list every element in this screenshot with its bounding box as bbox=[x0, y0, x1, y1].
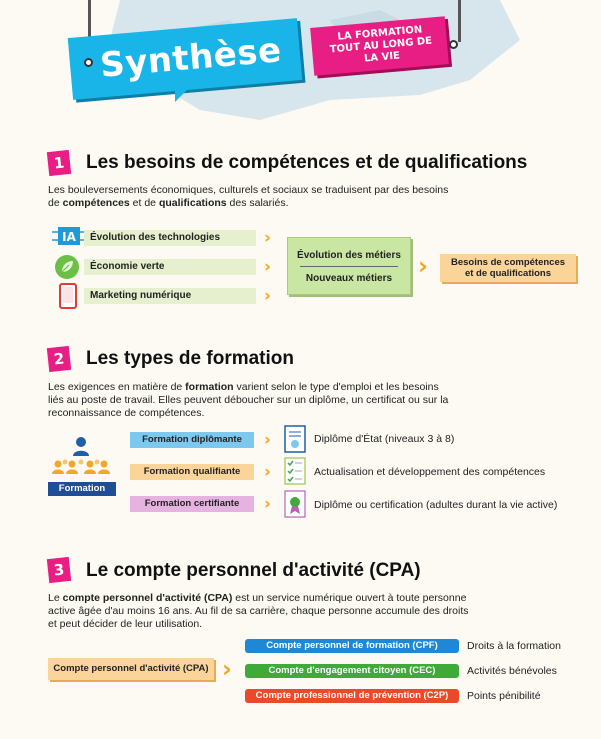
training-type-desc: Diplôme ou certification (adultes durant la vie active) bbox=[314, 499, 558, 511]
training-type-label: Formation qualifiante bbox=[143, 466, 241, 477]
intro-line-2: liés au poste de travail. Elles peuvent déboucher sur un diplôme, un certificat ou sur la bbox=[48, 394, 449, 406]
text-span: Le bbox=[48, 592, 63, 604]
item-label: Économie verte bbox=[90, 261, 165, 272]
bold-span: compte personnel d'activité (CPA) bbox=[62, 592, 233, 604]
account-cec: Compte d'engagement citoyen (CEC) bbox=[245, 664, 459, 678]
section-1-intro bbox=[48, 184, 468, 210]
chevron-right-icon: › bbox=[264, 286, 272, 306]
result-line-2: et de qualifications bbox=[464, 268, 552, 279]
banner-tail bbox=[175, 80, 197, 102]
section-3-title: Le compte personnel d'activité (CPA) bbox=[86, 560, 421, 581]
account-desc: Droits à la formation bbox=[467, 640, 561, 652]
text-span: des salariés. bbox=[226, 197, 289, 209]
bold-span: formation bbox=[185, 381, 234, 393]
intro-line-1: Les bouleversements économiques, culturels et sociaux se traduisent par des besoins bbox=[48, 184, 449, 196]
bold-span: compétences bbox=[62, 197, 130, 209]
ia-icon bbox=[52, 224, 80, 248]
banner-pole-right bbox=[458, 0, 461, 42]
jobs-evolution-label: Évolution des métiers bbox=[297, 250, 401, 261]
chevron-right-icon: › bbox=[264, 430, 272, 450]
intro-line-3: reconnaissance de compétences. bbox=[48, 407, 205, 419]
certificate-icon bbox=[284, 490, 306, 522]
account-desc: Points pénibilité bbox=[467, 690, 541, 702]
training-type-qualifying bbox=[130, 464, 254, 480]
section-3-intro bbox=[48, 592, 478, 631]
result-line-1: Besoins de compétences bbox=[450, 257, 566, 268]
intro-line-1 bbox=[48, 381, 468, 394]
people-group-icon bbox=[48, 436, 114, 484]
account-c2p: Compte professionnel de prévention (C2P) bbox=[245, 689, 459, 703]
item-technologies bbox=[84, 230, 256, 246]
training-type-diploma bbox=[130, 432, 254, 448]
chevron-right-icon: › bbox=[264, 462, 272, 482]
chevron-right-icon: › bbox=[264, 257, 272, 277]
section-3-number: 3 bbox=[47, 557, 71, 583]
intro-line-2: active âgée d'au moins 16 ans. Au fil de sa carrière, chaque personne accumule des droits bbox=[48, 605, 469, 617]
divider bbox=[300, 266, 398, 267]
section-2-title: Les types de formation bbox=[86, 348, 294, 369]
new-jobs-label: Nouveaux métiers bbox=[305, 273, 393, 284]
pin-dot-right bbox=[449, 40, 458, 49]
section-2-number: 2 bbox=[47, 346, 71, 372]
text-span: Les exigences en matière de bbox=[48, 381, 186, 393]
account-desc: Activités bénévoles bbox=[467, 665, 557, 677]
training-type-certifying bbox=[130, 496, 254, 512]
item-label: Évolution des technologies bbox=[90, 232, 221, 243]
diploma-icon bbox=[284, 425, 306, 457]
training-type-desc: Diplôme d'État (niveaux 3 à 8) bbox=[314, 433, 455, 445]
training-type-label: Formation diplômante bbox=[142, 434, 242, 445]
intro-line-2 bbox=[48, 197, 468, 210]
item-digital-marketing bbox=[84, 288, 256, 304]
formation-label: Formation bbox=[48, 482, 116, 496]
chevron-right-icon: › bbox=[222, 655, 232, 683]
training-type-desc: Actualisation et développement des compétences bbox=[314, 466, 546, 478]
account-cpf: Compte personnel de formation (CPF) bbox=[245, 639, 459, 653]
checklist-icon bbox=[284, 457, 306, 489]
text-span: est un service numérique ouvert à toute personne bbox=[232, 592, 467, 604]
item-label: Marketing numérique bbox=[90, 290, 192, 301]
subtitle-badge: LA FORMATION TOUT AU LONG DE LA VIE bbox=[329, 24, 433, 65]
text-span: de bbox=[48, 197, 63, 209]
leaf-icon bbox=[54, 254, 80, 284]
text-span: varient selon le type d'emploi et les besoins bbox=[233, 381, 439, 393]
tablet-icon bbox=[58, 283, 78, 313]
intro-line-3: et peut décider de leur utilisation. bbox=[48, 618, 203, 630]
chevron-right-icon: › bbox=[264, 228, 272, 248]
needs-result-box bbox=[440, 254, 576, 282]
chevron-right-icon: › bbox=[418, 252, 428, 280]
page-title: Synthèse bbox=[98, 30, 284, 86]
chevron-right-icon: › bbox=[264, 494, 272, 514]
training-type-label: Formation certifiante bbox=[144, 498, 240, 509]
section-2-intro bbox=[48, 381, 468, 420]
jobs-evolution-box bbox=[287, 237, 411, 295]
intro-line-1 bbox=[48, 592, 478, 605]
bold-span: qualifications bbox=[158, 197, 227, 209]
section-1-title: Les besoins de compétences et de qualifications bbox=[86, 152, 528, 173]
pin-dot-left bbox=[84, 58, 93, 67]
item-green-economy bbox=[84, 259, 256, 275]
text-span: et de bbox=[129, 197, 159, 209]
section-1-number: 1 bbox=[47, 150, 71, 176]
cpa-box: Compte personnel d'activité (CPA) bbox=[48, 658, 214, 680]
ia-icon-text: IA bbox=[62, 230, 76, 244]
